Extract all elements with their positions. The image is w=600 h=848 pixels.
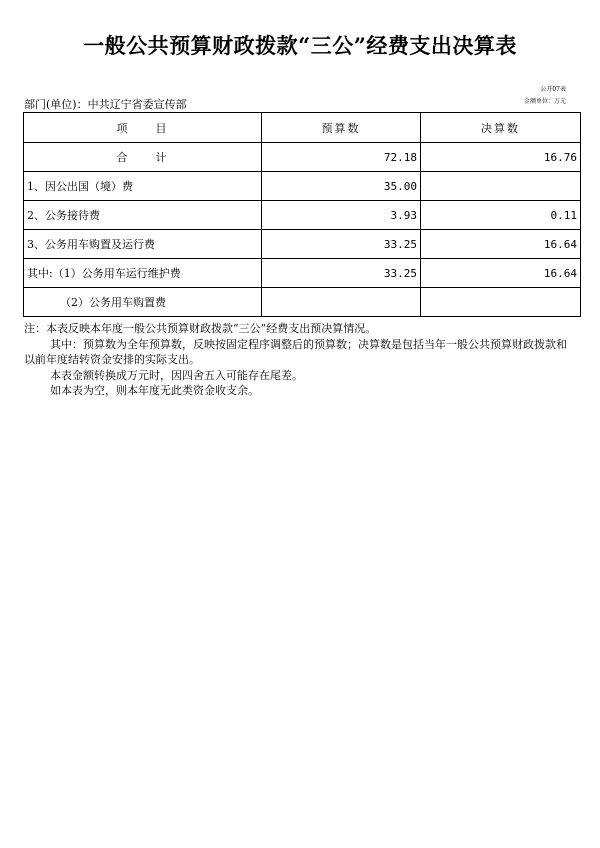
- header-item: 项 目: [24, 113, 262, 143]
- budget-value: 35.00: [262, 172, 421, 201]
- final-value: 16.76: [421, 143, 581, 172]
- header-budget: 预算数: [262, 113, 421, 143]
- final-value: [421, 288, 581, 317]
- table-row: [24, 288, 581, 317]
- budget-value: [262, 288, 421, 317]
- table-row: [24, 201, 581, 230]
- final-value: 16.64: [421, 259, 581, 288]
- row-label: 合 计: [24, 143, 262, 172]
- row-label: （2）公务用车购置费: [24, 288, 262, 317]
- department-label: 部门(单位)：中共辽宁省委宣传部: [24, 98, 187, 111]
- row-label: 3、公务用车购置及运行费: [24, 230, 262, 259]
- final-value: [421, 172, 581, 201]
- note-line: 如本表为空，则本年度无此类资金收支余。: [50, 384, 259, 397]
- row-label: 其中:（1）公务用车运行维护费: [24, 259, 262, 288]
- final-value: 16.64: [421, 230, 581, 259]
- amount-unit: 金额单位：万元: [523, 98, 566, 105]
- page-title: 一般公共预算财政拨款“三公”经费支出决算表: [83, 33, 517, 58]
- table-header-row: [24, 113, 581, 143]
- notes-section: [24, 321, 572, 399]
- table-row: [24, 172, 581, 201]
- form-number: 公开07表: [540, 86, 566, 93]
- budget-value: 72.18: [262, 143, 421, 172]
- note-line: 本表金额转换成万元时，因四舍五入可能存在尾差。: [50, 368, 303, 382]
- table-row-total: [24, 143, 581, 172]
- row-label: 1、因公出国（境）费: [24, 172, 262, 201]
- note-line: 注：本表反映本年度一般公共预算财政拨款“三公”经费支出预决算情况。: [24, 322, 377, 335]
- budget-value: 3.93: [262, 201, 421, 230]
- budget-value: 33.25: [262, 259, 421, 288]
- table-row: [24, 230, 581, 259]
- expenditure-table: [23, 112, 581, 317]
- table-row: [24, 259, 581, 288]
- note-line: 其中：预算数为全年预算数，反映按固定程序调整后的预算数；决算数是包括当年一般公共预算财政拨款和以前年度结转资金安排的实际支出。: [24, 337, 567, 366]
- row-label: 2、公务接待费: [24, 201, 262, 230]
- header-final: 决算数: [421, 113, 581, 143]
- final-value: 0.11: [421, 201, 581, 230]
- budget-value: 33.25: [262, 230, 421, 259]
